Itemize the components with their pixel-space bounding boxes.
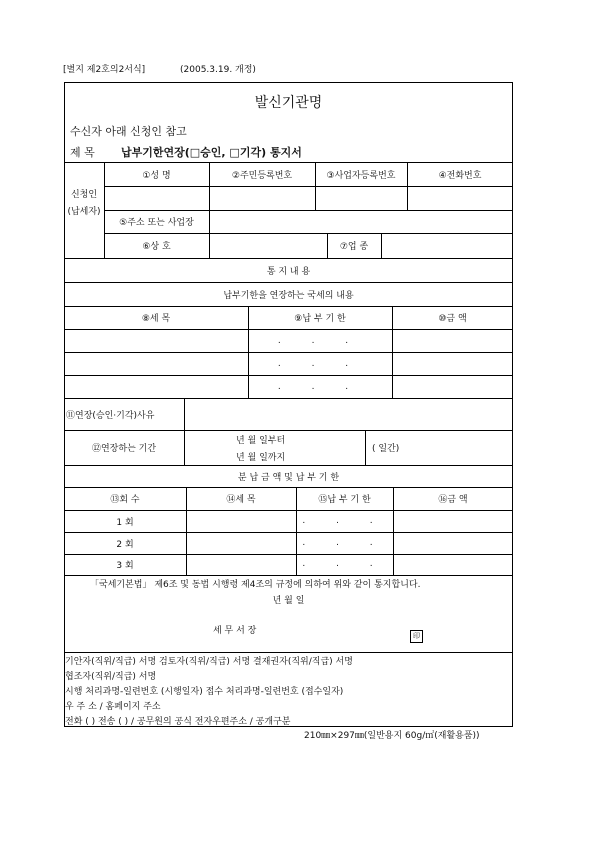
revision-date: (2005.3.19. 개정): [180, 65, 256, 75]
footer-drafter-line: 기안자(직위/직급) 서명 검토자(직위/직급) 서명 결재권자(직위/직급) 서명: [65, 656, 353, 667]
issuer-title: 발신기관명: [254, 95, 323, 111]
installment-date-placeholder: . . .: [302, 516, 387, 526]
tax-item-column-header: ⑧세 목: [141, 314, 171, 324]
times-column-header: ⑬회 수: [110, 495, 140, 505]
amount-column-header: ⑩금 액: [438, 314, 467, 324]
period-days: ( 일간): [372, 443, 400, 454]
reason-label: ⑪연장(승인·기각)사유: [66, 410, 155, 421]
due-date-placeholder: . . .: [277, 336, 363, 346]
form-reference: [별지 제2호의2서식]: [63, 65, 146, 75]
subject-label: 제 목: [70, 146, 95, 159]
due-date-placeholder: . . .: [277, 382, 363, 392]
recipient-line: 수신자 아래 신청인 참고: [70, 125, 187, 138]
due-date-placeholder: . . .: [277, 359, 363, 369]
installment-tax-item-header: ⑭세 목: [226, 495, 256, 505]
installment-due-date-header: ⑮납 부 기 한: [318, 495, 371, 505]
notice-subtitle: 납부기한을 연장하는 국세의 내용: [223, 290, 354, 301]
footer-cooperator-line: 협조자(직위/직급) 서명: [65, 671, 157, 682]
phone-column-header: ④전화번호: [438, 170, 482, 181]
name-column-header: ①성 명: [142, 170, 171, 181]
paper-spec: 210㎜×297㎜(일반용지 60g/㎡(재활용품)): [304, 731, 480, 741]
taxpayer-label: (납세자): [67, 206, 101, 217]
installment-row-1: 1 회: [116, 517, 134, 528]
installment-date-placeholder: . . .: [302, 559, 387, 569]
brn-column-header: ③사업자등록번호: [326, 170, 396, 181]
footer-enforcement-line: 시행 처리과명-일련번호 (시행일자) 접수 처리과명-일련번호 (접수일자): [65, 686, 344, 697]
footer-contact-line: 전화 ( ) 전송 ( ) / 공무원의 공식 전자우편주소 / 공개구분: [65, 716, 291, 727]
seal-mark: [410, 623, 423, 643]
installment-date-placeholder: . . .: [302, 538, 387, 548]
footer-address-line: 우 주 소 / 홈페이지 주소: [65, 701, 161, 712]
legal-statement: 「국세기본법」 제6조 및 동법 시행령 제4조의 규정에 의하여 위와 같이 통지합니다.: [90, 579, 421, 590]
office-line: 세 무 서 장: [213, 625, 257, 636]
installment-amount-header: ⑯금 액: [438, 495, 468, 505]
notice-title: 통 지 내 용: [266, 266, 311, 277]
installment-row-3: 3 회: [116, 561, 134, 571]
applicant-label: 신청인: [70, 189, 98, 200]
installment-row-2: 2 회: [116, 539, 134, 550]
date-line: 년 월 일: [272, 595, 305, 606]
period-label: ⑫연장하는 기간: [91, 444, 157, 454]
rrn-column-header: ②주민등록번호: [231, 170, 293, 181]
subject-text: 납부기한연장(□승인, □기각) 통지서: [121, 146, 302, 159]
installment-title: 분 납 금 액 및 납 부 기 한: [237, 472, 340, 483]
trade-name-label: ⑥상 호: [142, 242, 171, 252]
period-to: 년 월 일까지: [236, 452, 286, 463]
business-type-label: ⑦업 종: [339, 242, 369, 252]
period-from: 년 월 일부터: [236, 435, 286, 446]
address-label: ⑤주소 또는 사업장: [119, 218, 194, 228]
due-date-column-header: ⑨납 부 기 한: [294, 314, 346, 324]
seal-glyph: 印: [410, 630, 423, 643]
